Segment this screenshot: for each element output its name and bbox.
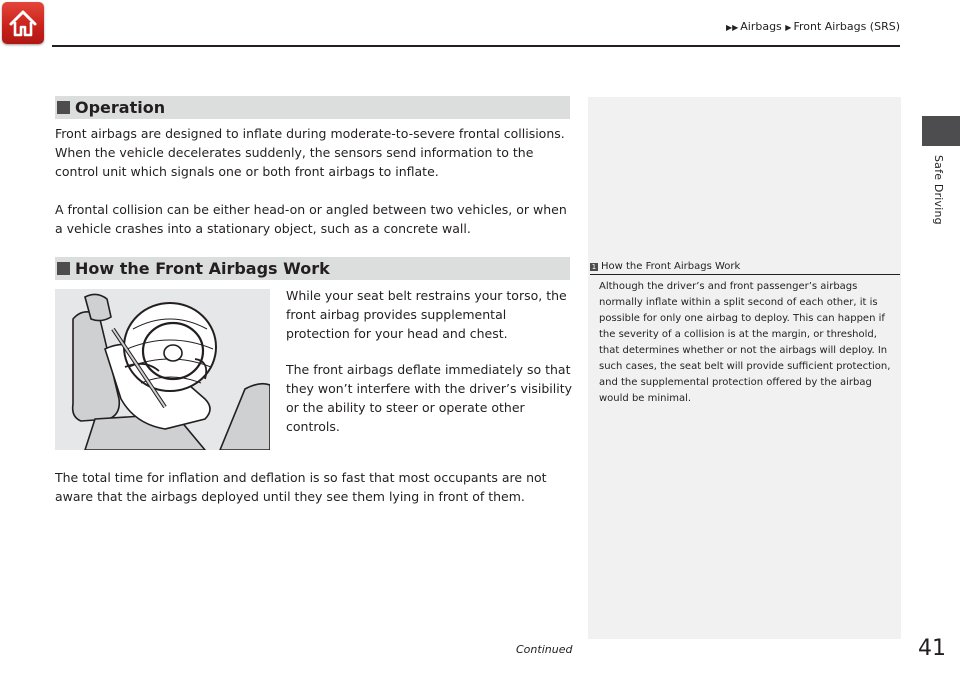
section-title-how-it-works: How the Front Airbags Work xyxy=(75,259,330,278)
section-header-operation xyxy=(55,96,570,119)
sidebar-note-title xyxy=(590,261,740,272)
section-title-operation: Operation xyxy=(75,98,166,117)
driver-airbag-drawing xyxy=(55,289,270,450)
sidebar-note-body: Although the driver’s and front passenger’s airbags normally inflate within a split second of each other, it is possible for only one airbag to deploy. This can happen if the severity of a collision is at the margin, or threshold, that determines whether or not the airbags will deploy. In such cases, the seat belt will provide sufficient protection, and the supplemental protection offered by the airbag would be minimal. xyxy=(599,281,891,404)
header-divider xyxy=(52,45,900,47)
breadcrumb-item-airbags[interactable]: Airbags xyxy=(740,20,782,33)
breadcrumb-item-front-airbags[interactable]: Front Airbags (SRS) xyxy=(793,20,900,33)
sidebar-note-title-text: How the Front Airbags Work xyxy=(601,261,741,272)
continued-label: Continued xyxy=(516,643,573,656)
breadcrumb-arrow-icon: ▶ xyxy=(785,23,792,32)
sidebar-note-divider xyxy=(590,274,900,275)
operation-paragraph-1: Front airbags are designed to inflate during moderate-to-severe frontal collisions. When the vehicle decelerates suddenly, the sensors send information to the control unit which signals one or both front airbags to inflate. xyxy=(55,126,565,179)
breadcrumb xyxy=(726,20,900,33)
how-it-works-paragraph-2: The front airbags deflate immediately so that they won’t interfere with the driver’s visibility or the ability to steer or operate other controls. xyxy=(286,362,572,434)
section-header-how-it-works xyxy=(55,257,570,280)
home-button[interactable] xyxy=(2,2,44,44)
page-number: 41 xyxy=(918,636,946,661)
square-bullet-icon xyxy=(57,262,70,275)
side-tab-label[interactable]: Safe Driving xyxy=(932,155,945,225)
airbag-illustration xyxy=(55,289,270,450)
side-tab-marker[interactable] xyxy=(922,116,960,146)
square-bullet-icon xyxy=(57,101,70,114)
breadcrumb-arrow-icon: ▶▶ xyxy=(725,23,739,32)
reference-marker-icon: 1 xyxy=(591,263,597,271)
operation-paragraph-2: A frontal collision can be either head-on or angled between two vehicles, or when a vehicle crashes into a stationary object, such as a concrete wall. xyxy=(55,202,567,236)
how-it-works-paragraph-1: While your seat belt restrains your torso, the front airbag provides supplemental protection for your head and chest. xyxy=(286,288,567,341)
home-icon xyxy=(7,7,39,39)
how-it-works-paragraph-3: The total time for inflation and deflation is so fast that most occupants are not aware that the airbags deployed until they see them lying in front of them. xyxy=(55,470,547,504)
